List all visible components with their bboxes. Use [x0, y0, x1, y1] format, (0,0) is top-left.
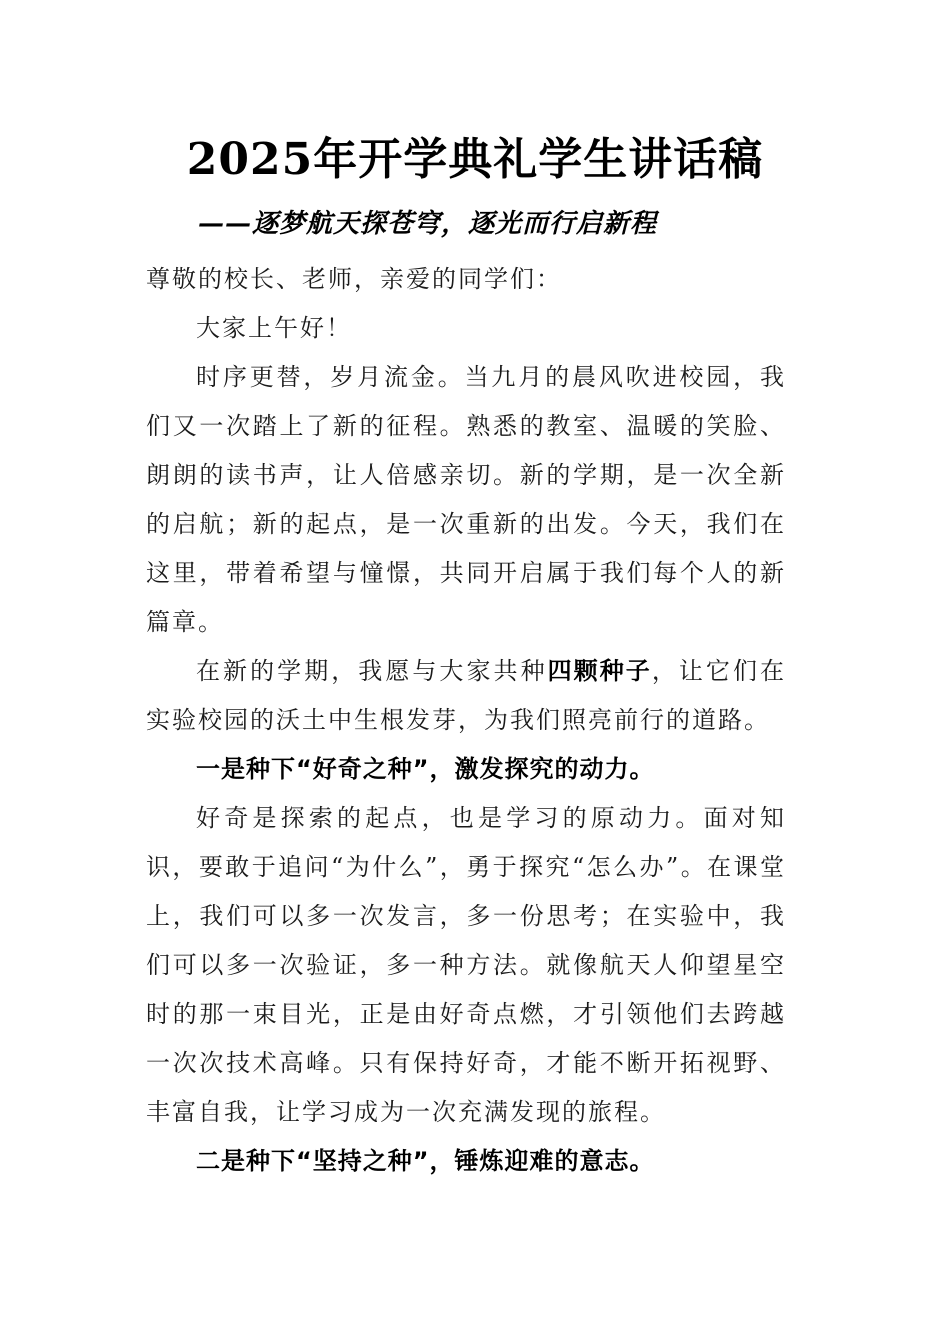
paragraph-four-seeds	[146, 647, 786, 745]
greeting: 大家上午好！	[196, 314, 352, 342]
paragraph-four-seeds-after: ，让它们在实验校园的沃土中生根发芽，为我们照亮前行的道路。	[146, 657, 787, 734]
document-title: 2025年开学典礼学生讲话稿	[186, 134, 764, 185]
four-seeds-emphasis: 四颗种子	[547, 657, 652, 685]
paragraph-curiosity: 好奇是探索的起点，也是学习的原动力。面对知识，要敢于追问“为什么”，勇于探究“怎么办”。在课堂上，我们可以多一次发言，多一份思考；在实验中，我们可以多一次验证，多一种方法。就像航天人仰望星空时的那一束目光，正是由好奇点燃，才引领他们去跨越一次次技术高峰。只有保持好奇，才能不断开拓视野、丰富自我，让学习成为一次充满发现的旅程。	[146, 804, 786, 1126]
document-body	[146, 255, 786, 1186]
document-subtitle: ——逐梦航天探苍穹，逐光而行启新程	[198, 209, 658, 239]
section-heading-persistence: 二是种下“坚持之种”，锤炼迎难的意志。	[196, 1147, 655, 1175]
salutation: 尊敬的校长、老师，亲爱的同学们：	[146, 265, 562, 293]
paragraph-intro: 时序更替，岁月流金。当九月的晨风吹进校园，我们又一次踏上了新的征程。熟悉的教室、温暖的笑脸、朗朗的读书声，让人倍感亲切。新的学期，是一次全新的启航；新的起点，是一次重新的出发。今天，我们在这里，带着希望与憧憬，共同开启属于我们每个人的新篇章。	[146, 363, 786, 636]
section-heading-curiosity: 一是种下“好奇之种”，激发探究的动力。	[196, 755, 655, 783]
paragraph-four-seeds-before: 在新的学期，我愿与大家共种	[196, 657, 548, 685]
